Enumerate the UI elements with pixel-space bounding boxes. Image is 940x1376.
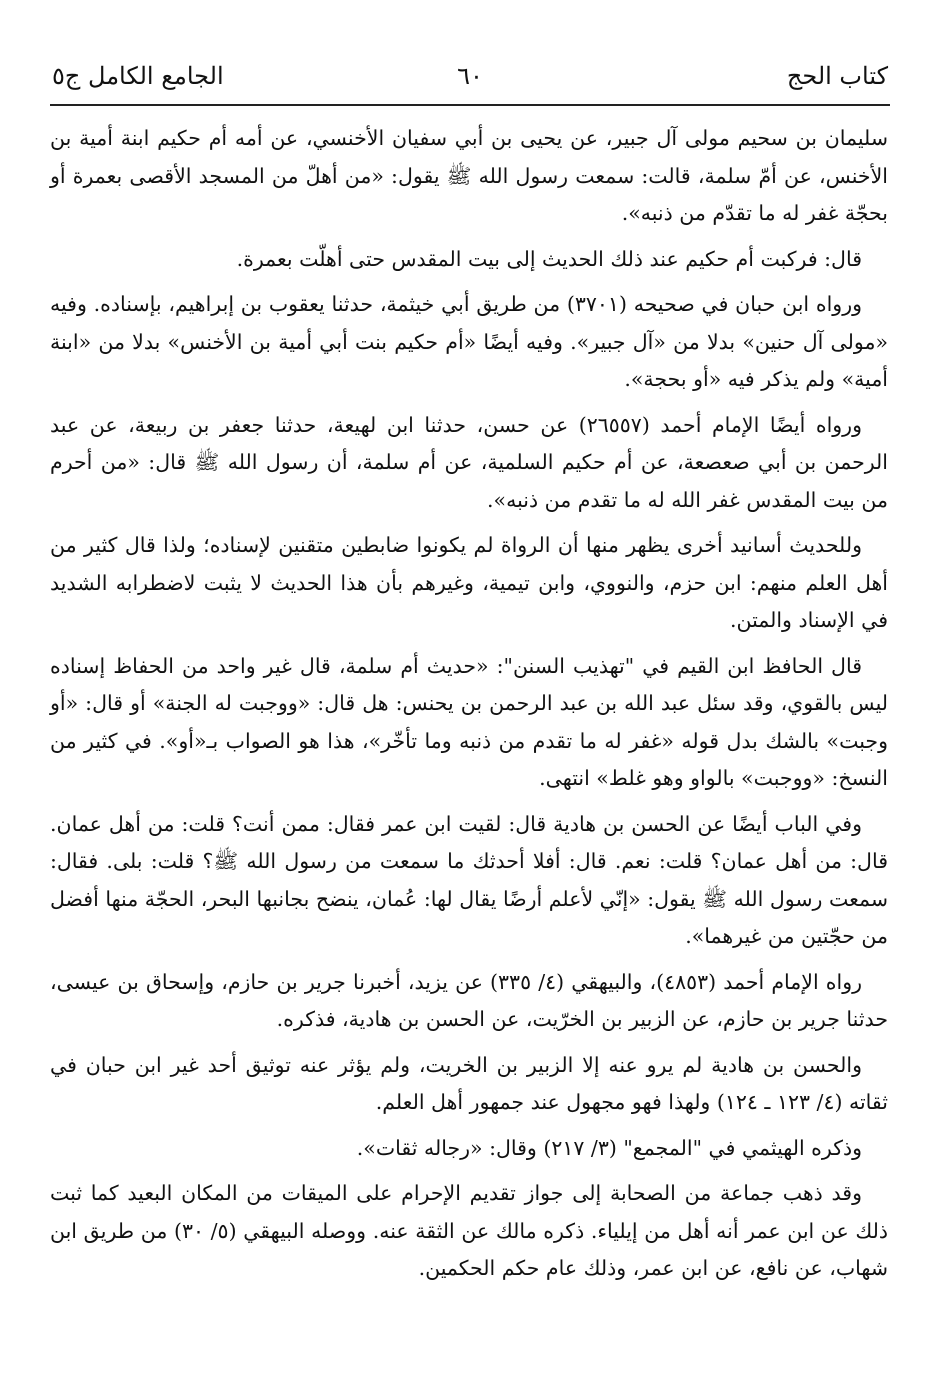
paragraph: ورواه أيضًا الإمام أحمد (٢٦٥٥٧) عن حسن، حدثنا ابن لهيعة، حدثنا جعفر بن ربيعة، عن عبد الرحمن بن أبي صعصعة، عن أم حكيم السلمية، عن أم سلمة، أن رسول الله ﷺ قال: «من أحرم من بيت المقدس غفر الله له ما تقدم من ذنبه». [50, 412, 888, 512]
running-header [52, 58, 888, 94]
paragraph: وفي الباب أيضًا عن الحسن بن هادية قال: لقيت ابن عمر فقال: ممن أنت؟ قلت: من أهل عمان. قال: من أهل عمان؟ قلت: نعم. قال: أفلا أحدثك ما سمعت من رسول الله ﷺ؟ قلت: بلى. فقال: سمعت رسول الله ﷺ يقول: «إنّي لأعلم أرضًا يقال لها: عُمان، ينضح بجانبها البحر، الحجّة منها أفضل من حجّتين من غيرهما». [50, 811, 888, 948]
book-title: كتاب الحج [786, 62, 888, 90]
paragraph: وللحديث أسانيد أخرى يظهر منها أن الرواة لم يكونوا ضابطين متقنين لإسناده؛ ولذا قال كثير من أهل العلم منهم: ابن حزم، والنووي، وابن تيمية، وغيرهم بأن هذا الحديث لا يثبت لاضطرابه الشديد في الإسناد والمتن. [50, 533, 888, 632]
paragraph: قال: فركبت أم حكيم عند ذلك الحديث إلى بيت المقدس حتى أهلّت بعمرة. [236, 246, 862, 271]
paragraph: قال الحافظ ابن القيم في "تهذيب السنن": «حديث أم سلمة، قال غير واحد من الحفاظ إسناده ليس بالقوي، وقد سئل عبد الله بن عبد الرحمن بن يحنس: هل قال: «ووجبت له الجنة» أو قال: «أو وجبت» بالشك بدل قوله «غفر له ما تقدم من ذنبه وما تأخّر»، هذا هو الصواب بـ«أو». في كثير من النسخ: «ووجبت» بالواو وهو غلط» انتهى. [50, 653, 888, 790]
paragraph: والحسن بن هادية لم يرو عنه إلا الزبير بن الخريت، ولم يؤثر عنه توثيق أحد غير ابن حبان في ثقاته (٤/ ١٢٣ ـ ١٢٤) ولهذا فهو مجهول عند جمهور أهل العلم. [50, 1052, 888, 1114]
page-number: ٦٠ [457, 62, 483, 90]
paragraph: ورواه ابن حبان في صحيحه (٣٧٠١) من طريق أبي خيثمة، حدثنا يعقوب بن إبراهيم، بإسناده. وفيه «مولى آل حنين» بدلا من «آل جبير». وفيه أيضًا «أم حكيم بنت أبي أمية بن الأخنس» بدلا من «ابنة أمية» ولم يذكر فيه «أو بحجة». [50, 292, 888, 391]
body-text [50, 120, 888, 1296]
paragraph: وقد ذهب جماعة من الصحابة إلى جواز تقديم الإحرام على الميقات من المكان البعيد كما ثبت ذلك عن ابن عمر أنه أهل من إيلياء. ذكره مالك عن الثقة عنه. ووصله البيهقي (٥/ ٣٠) من طريق ابن شهاب، عن نافع، عن ابن عمر، وذلك عام حكم الحكمين. [50, 1181, 888, 1280]
paragraph: وذكره الهيثمي في "المجمع" (٣/ ٢١٧) وقال: «رجاله ثقات». [356, 1135, 862, 1160]
header-rule [50, 104, 890, 106]
volume-title: الجامع الكامل ج٥ [52, 62, 224, 90]
paragraph: سليمان بن سحيم مولى آل جبير، عن يحيى بن أبي سفيان الأخنسي، عن أمه أم حكيم ابنة أمية بن الأخنس، عن أمّ سلمة، قالت: سمعت رسول الله ﷺ يقول: «من أهلّ من المسجد الأقصى بعمرة أو بحجّة غفر له ما تقدّم من ذنبه». [50, 126, 888, 225]
paragraph: رواه الإمام أحمد (٤٨٥٣)، والبيهقي (٤/ ٣٣٥) عن يزيد، أخبرنا جرير بن حازم، وإسحاق بن عيسى، حدثنا جرير بن حازم، عن الزبير بن الخرّيت، عن الحسن بن هادية، فذكره. [50, 969, 888, 1031]
